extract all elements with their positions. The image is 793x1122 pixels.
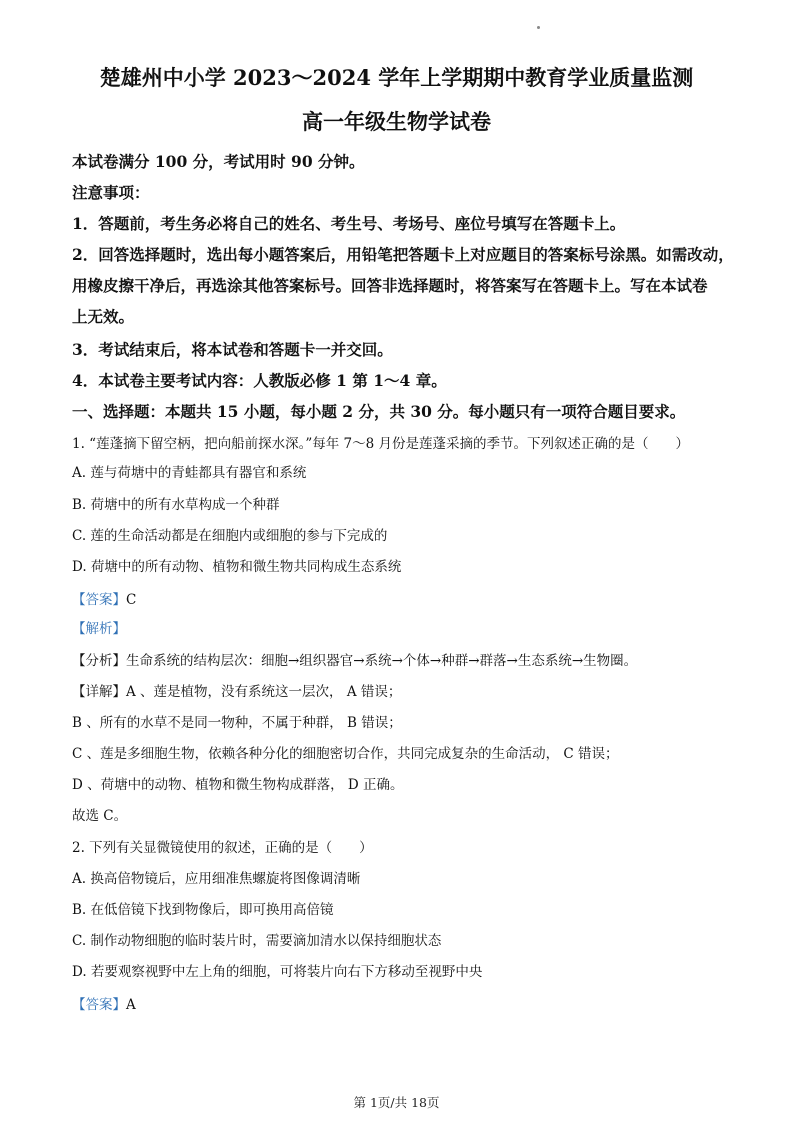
intro-line: 本试卷满分 100 分，考试用时 90 分钟。 <box>72 152 365 171</box>
fenxi-text: 生命系统的结构层次：细胞→组织器官→系统→个体→种群→群落→生态系统→生物圈。 <box>126 653 638 669</box>
q1-detail-b: B 、所有的水草不是同一物种，不属于种群， B 错误； <box>72 715 402 731</box>
notice-heading: 注意事项： <box>72 183 150 202</box>
notice-3: 3．考试结束后，将本试卷和答题卡一并交回。 <box>72 340 393 359</box>
q2-answer <box>72 993 732 1013</box>
xiangjie-text: A 、莲是植物，没有系统这一层次， A 错误； <box>126 684 402 700</box>
fenxi-tag: 【分析】 <box>72 653 126 669</box>
xiangjie-tag: 【详解】 <box>72 684 126 700</box>
q1-option-a: A. 莲与荷塘中的青蛙都具有器官和系统 <box>72 465 307 481</box>
notice-1: 1．答题前，考生务必将自己的姓名、考生号、考场号、座位号填写在答题卡上。 <box>72 214 626 233</box>
notice-2-cont: 用橡皮擦干净后，再选涂其他答案标号。回答非选择题时，将答案写在答题卡上。写在本试卷 <box>72 276 708 295</box>
notice-2: 2．回答选择题时，选出每小题答案后，用铅笔把答题卡上对应题目的答案标号涂黑。如需改动， <box>72 245 734 264</box>
exam-title: 楚雄州中小学 2023～2024 学年上学期期中教育学业质量监测 <box>99 65 694 90</box>
q2-option-b: B. 在低倍镜下找到物像后，即可换用高倍镜 <box>72 902 334 918</box>
q2-stem: 2. 下列有关显微镜使用的叙述，正确的是（ ） <box>72 840 373 856</box>
q1-analysis-tag: 【解析】 <box>72 621 126 637</box>
q1-detail-c: C 、莲是多细胞生物，依赖各种分化的细胞密切合作，共同完成复杂的生命活动， C 错误； <box>72 746 619 762</box>
q1-option-b: B. 荷塘中的所有水草构成一个种群 <box>72 497 280 513</box>
q1-detail-d: D 、荷塘中的动物、植物和微生物构成群落， D 正确。 <box>72 777 404 793</box>
q1-conclusion: 故选 C。 <box>72 808 128 824</box>
scan-dot <box>537 26 540 29</box>
exam-subtitle: 高一年级生物学试卷 <box>302 109 491 134</box>
answer-value: A <box>126 997 136 1013</box>
q1-answer <box>72 588 732 608</box>
q2-option-d: D. 若要观察视野中左上角的细胞，可将装片向右下方移动至视野中央 <box>72 964 483 980</box>
q2-option-c: C. 制作动物细胞的临时装片时，需要滴加清水以保持细胞状态 <box>72 933 442 949</box>
answer-tag: 【答案】 <box>72 592 126 608</box>
notice-2-end: 上无效。 <box>72 307 135 326</box>
answer-tag: 【答案】 <box>72 997 126 1013</box>
q2-option-a: A. 换高倍物镜后，应用细准焦螺旋将图像调清晰 <box>72 871 361 887</box>
q1-option-d: D. 荷塘中的所有动物、植物和微生物共同构成生态系统 <box>72 559 402 575</box>
page-footer: 第 1页/共 18页 <box>353 1095 440 1110</box>
q1-xiangjie <box>72 680 732 700</box>
answer-value: C <box>126 592 137 608</box>
notice-4: 4．本试卷主要考试内容：人教版必修 1 第 1～4 章。 <box>72 371 447 390</box>
q1-stem: 1. “莲蓬摘下留空柄，把向船前探水深。”每年 7～8 月份是莲蓬采摘的季节。下列叙述正确的是（ ） <box>72 436 689 452</box>
section-heading: 一、选择题：本题共 15 小题，每小题 2 分，共 30 分。每小题只有一项符合题目要求。 <box>72 402 686 421</box>
q1-option-c: C. 莲的生命活动都是在细胞内或细胞的参与下完成的 <box>72 528 388 544</box>
q1-fenxi <box>72 649 732 669</box>
